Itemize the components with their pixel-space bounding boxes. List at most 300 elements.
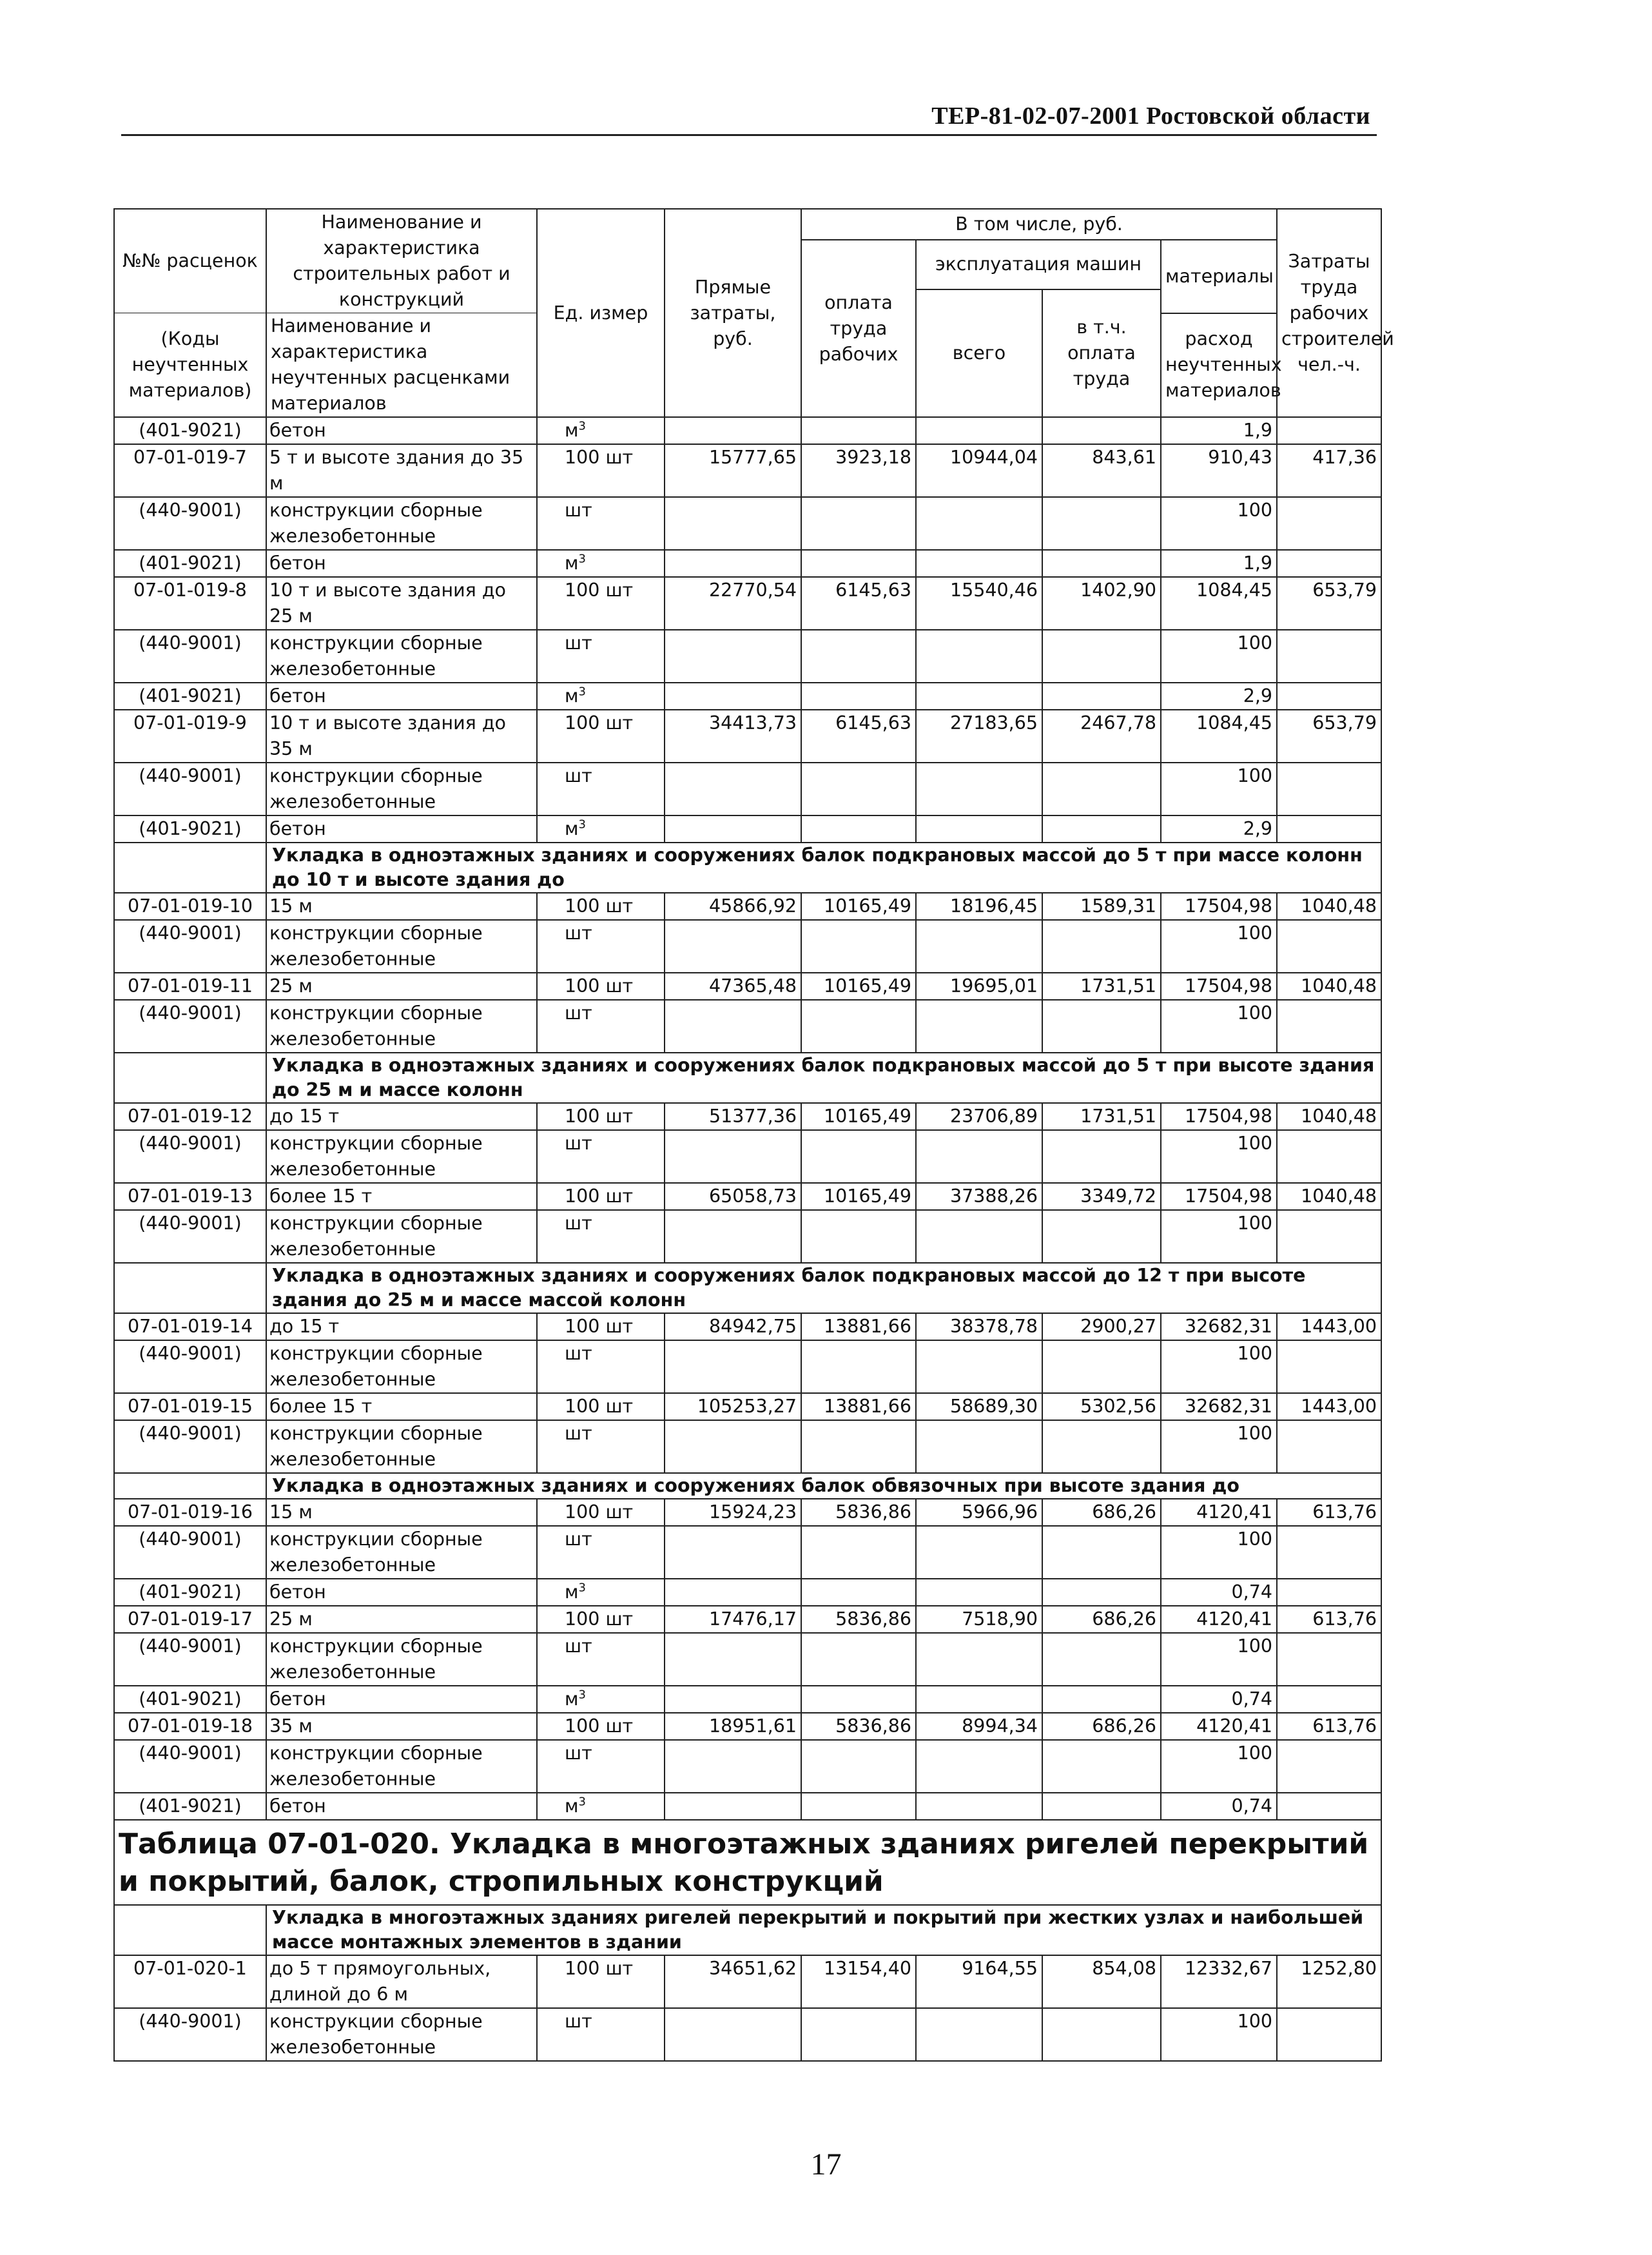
cell-materials: 1084,45 xyxy=(1161,710,1277,763)
cell-machine-cost xyxy=(916,1740,1042,1793)
cell-labor-pay xyxy=(801,763,916,815)
cell-unit xyxy=(537,2008,665,2061)
cell-rate-code: 07-01-019-18 xyxy=(114,1713,266,1740)
cell-labor-pay xyxy=(801,1633,916,1686)
cell-unit xyxy=(537,1000,665,1053)
cell-machine-cost: 18196,45 xyxy=(916,893,1042,920)
cell-direct-cost: 34651,62 xyxy=(665,1955,801,2008)
cell-work-name: 15 м xyxy=(266,1499,537,1526)
cell-rate-code: (440-9001) xyxy=(114,920,266,973)
cell-work-name: 25 м xyxy=(266,1606,537,1633)
cell-direct-cost xyxy=(665,763,801,815)
cell-work-name: до 5 т прямоугольных, длиной до 6 м xyxy=(266,1955,537,2008)
cell-machine-labor-pay xyxy=(1042,815,1161,843)
cell-direct-cost xyxy=(665,1740,801,1793)
cell-rate-code: (440-9001) xyxy=(114,630,266,683)
cell-materials: 17504,98 xyxy=(1161,1183,1277,1210)
cell-labor-hours xyxy=(1277,1740,1381,1793)
cell-rate-code: 07-01-019-14 xyxy=(114,1313,266,1340)
cell-labor-pay: 13881,66 xyxy=(801,1393,916,1420)
cell-direct-cost: 18951,61 xyxy=(665,1713,801,1740)
unit-label: 100 шт xyxy=(565,1186,634,1207)
cell-direct-cost: 45866,92 xyxy=(665,893,801,920)
cell-machine-cost: 27183,65 xyxy=(916,710,1042,763)
cell-machine-cost xyxy=(916,497,1042,550)
table-row xyxy=(114,1793,1381,1820)
cell-labor-pay: 6145,63 xyxy=(801,710,916,763)
table-row xyxy=(114,1340,1381,1393)
cell-rate-code: (440-9001) xyxy=(114,1633,266,1686)
table-row xyxy=(114,444,1381,497)
cell-direct-cost: 51377,36 xyxy=(665,1103,801,1130)
running-header xyxy=(121,102,1377,136)
cell-direct-cost: 105253,27 xyxy=(665,1393,801,1420)
cell-work-name: бетон xyxy=(266,550,537,577)
cell-materials: 4120,41 xyxy=(1161,1606,1277,1633)
cell-labor-hours xyxy=(1277,763,1381,815)
cell-direct-cost: 65058,73 xyxy=(665,1183,801,1210)
cell-labor-hours xyxy=(1277,630,1381,683)
cell-machine-cost: 8994,34 xyxy=(916,1713,1042,1740)
cell-labor-pay: 13881,66 xyxy=(801,1313,916,1340)
table-row xyxy=(114,763,1381,815)
cell-work-name: конструкции сборные железобетонные xyxy=(266,1526,537,1579)
cell-labor-hours: 1040,48 xyxy=(1277,893,1381,920)
cell-machine-labor-pay xyxy=(1042,1000,1161,1053)
cell-rate-code: 07-01-019-13 xyxy=(114,1183,266,1210)
cell-rate-code: 07-01-019-15 xyxy=(114,1393,266,1420)
cell-machine-labor-pay xyxy=(1042,417,1161,444)
cell-rate-code: (401-9021) xyxy=(114,417,266,444)
cell-work-name: конструкции сборные железобетонные xyxy=(266,2008,537,2061)
section-heading-row xyxy=(114,1053,1381,1103)
cell-unit xyxy=(537,763,665,815)
cell-labor-hours: 1040,48 xyxy=(1277,1183,1381,1210)
unit-label: м xyxy=(565,420,579,441)
cell-labor-pay xyxy=(801,1526,916,1579)
cell-direct-cost xyxy=(665,630,801,683)
cell-direct-cost xyxy=(665,1579,801,1606)
cell-work-name: конструкции сборные железобетонные xyxy=(266,1420,537,1473)
unit-label: м xyxy=(565,1795,579,1817)
cell-labor-pay: 5836,86 xyxy=(801,1713,916,1740)
cell-machine-cost xyxy=(916,1130,1042,1183)
table-row xyxy=(114,1000,1381,1053)
cell-work-name: 15 м xyxy=(266,893,537,920)
cell-materials: 100 xyxy=(1161,1526,1277,1579)
section-heading-row xyxy=(114,843,1381,893)
unit-label: шт xyxy=(565,500,592,521)
section-heading: Укладка в одноэтажных зданиях и сооружениях балок подкрановых массой до 5 т при высоте здания до 25 м и массе колонн xyxy=(266,1053,1381,1103)
table-row xyxy=(114,815,1381,843)
cell-unit xyxy=(537,1579,665,1606)
unit-label: шт xyxy=(565,1343,592,1364)
cell-direct-cost xyxy=(665,1526,801,1579)
cell-labor-pay xyxy=(801,2008,916,2061)
unit-label: 100 шт xyxy=(565,1958,634,1979)
cell-labor-hours xyxy=(1277,1340,1381,1393)
cell-labor-hours xyxy=(1277,1686,1381,1713)
cell-unit xyxy=(537,1793,665,1820)
section-heading: Укладка в одноэтажных зданиях и сооружениях балок подкрановых массой до 12 т при высоте здания до 25 м и массе массой колонн xyxy=(266,1263,1381,1313)
unit-label: шт xyxy=(565,1528,592,1550)
cell-direct-cost xyxy=(665,497,801,550)
cell-labor-hours xyxy=(1277,1210,1381,1263)
cell-unit xyxy=(537,920,665,973)
table-row xyxy=(114,893,1381,920)
cell-labor-pay xyxy=(801,630,916,683)
unit-label: шт xyxy=(565,1635,592,1657)
table-row xyxy=(114,1606,1381,1633)
section-spacer xyxy=(114,1053,266,1103)
document-code: ТЕР-81-02-07-2001 Ростовской области xyxy=(931,102,1370,130)
cell-direct-cost xyxy=(665,1633,801,1686)
cell-unit xyxy=(537,893,665,920)
cell-direct-cost xyxy=(665,2008,801,2061)
table-row xyxy=(114,1393,1381,1420)
table-row xyxy=(114,2008,1381,2061)
cell-direct-cost: 84942,75 xyxy=(665,1313,801,1340)
section-spacer xyxy=(114,1473,266,1499)
cell-machine-cost: 7518,90 xyxy=(916,1606,1042,1633)
cell-materials: 100 xyxy=(1161,1340,1277,1393)
price-table xyxy=(113,208,1394,2062)
cell-materials: 100 xyxy=(1161,1633,1277,1686)
cell-work-name: до 15 т xyxy=(266,1103,537,1130)
cell-labor-pay: 5836,86 xyxy=(801,1499,916,1526)
unit-label: м xyxy=(565,1581,579,1603)
cell-rate-code: 07-01-020-1 xyxy=(114,1955,266,2008)
cell-rate-code: (440-9001) xyxy=(114,1420,266,1473)
cell-direct-cost: 47365,48 xyxy=(665,973,801,1000)
unit-label: 100 шт xyxy=(565,712,634,734)
head-name-bottom: Наименование и характеристика неучтенных расценками материалов xyxy=(266,313,537,418)
head-name-top: Наименование и характеристика строительных работ и конструкций xyxy=(266,209,537,313)
cell-rate-code: (440-9001) xyxy=(114,1130,266,1183)
cell-labor-hours: 1252,80 xyxy=(1277,1955,1381,2008)
cell-materials: 100 xyxy=(1161,763,1277,815)
cell-materials: 17504,98 xyxy=(1161,973,1277,1000)
cell-work-name: конструкции сборные железобетонные xyxy=(266,920,537,973)
cell-unit xyxy=(537,1713,665,1740)
unit-label: 100 шт xyxy=(565,1316,634,1337)
section-heading-row xyxy=(114,1905,1381,1955)
cell-machine-labor-pay xyxy=(1042,1686,1161,1713)
cell-labor-pay xyxy=(801,815,916,843)
cell-machine-labor-pay xyxy=(1042,763,1161,815)
cell-machine-cost: 37388,26 xyxy=(916,1183,1042,1210)
cell-labor-hours xyxy=(1277,1526,1381,1579)
cell-unit xyxy=(537,1313,665,1340)
cell-unit xyxy=(537,1130,665,1183)
unit-label: шт xyxy=(565,765,592,786)
cell-machine-labor-pay xyxy=(1042,497,1161,550)
cell-rate-code: 07-01-019-12 xyxy=(114,1103,266,1130)
cell-labor-pay xyxy=(801,1579,916,1606)
table-row xyxy=(114,1183,1381,1210)
cell-machine-cost xyxy=(916,1526,1042,1579)
cell-machine-cost xyxy=(916,630,1042,683)
cell-labor-pay: 13154,40 xyxy=(801,1955,916,2008)
cell-direct-cost: 15924,23 xyxy=(665,1499,801,1526)
cell-machine-cost xyxy=(916,1420,1042,1473)
cell-direct-cost xyxy=(665,1210,801,1263)
cell-machine-labor-pay xyxy=(1042,1526,1161,1579)
cell-direct-cost: 34413,73 xyxy=(665,710,801,763)
unit-exponent: 3 xyxy=(578,419,586,433)
cell-direct-cost xyxy=(665,1130,801,1183)
cell-materials: 100 xyxy=(1161,2008,1277,2061)
unit-label: 100 шт xyxy=(565,1396,634,1417)
cell-unit xyxy=(537,1740,665,1793)
table-row xyxy=(114,1499,1381,1526)
cell-machine-cost: 58689,30 xyxy=(916,1393,1042,1420)
table-row xyxy=(114,1526,1381,1579)
unit-label: шт xyxy=(565,1742,592,1764)
cell-machine-cost: 23706,89 xyxy=(916,1103,1042,1130)
cell-materials: 4120,41 xyxy=(1161,1713,1277,1740)
table-row xyxy=(114,577,1381,630)
unit-label: 100 шт xyxy=(565,580,634,601)
cell-machine-labor-pay xyxy=(1042,920,1161,973)
unit-label: шт xyxy=(565,1213,592,1234)
cell-labor-pay xyxy=(801,1420,916,1473)
cell-direct-cost xyxy=(665,683,801,710)
cell-rate-code: (440-9001) xyxy=(114,1210,266,1263)
cell-work-name: 35 м xyxy=(266,1713,537,1740)
cell-machine-labor-pay xyxy=(1042,1740,1161,1793)
cell-labor-hours: 613,76 xyxy=(1277,1713,1381,1740)
page-number: 17 xyxy=(810,2147,842,2182)
unit-label: шт xyxy=(565,1423,592,1444)
table-row xyxy=(114,497,1381,550)
section-heading: Укладка в многоэтажных зданиях ригелей перекрытий и покрытий при жестких узлах и наибольшей массе монтажных элементов в здании xyxy=(266,1905,1381,1955)
unit-label: м xyxy=(565,1688,579,1710)
cell-rate-code: (440-9001) xyxy=(114,1340,266,1393)
cell-labor-hours xyxy=(1277,1793,1381,1820)
table-row xyxy=(114,630,1381,683)
cell-work-name: бетон xyxy=(266,683,537,710)
cell-labor-pay: 6145,63 xyxy=(801,577,916,630)
cell-labor-hours: 1443,00 xyxy=(1277,1313,1381,1340)
cell-machine-labor-pay: 686,26 xyxy=(1042,1713,1161,1740)
cell-labor-hours: 417,36 xyxy=(1277,444,1381,497)
cell-machine-labor-pay xyxy=(1042,2008,1161,2061)
cell-materials: 100 xyxy=(1161,497,1277,550)
cell-rate-code: (401-9021) xyxy=(114,815,266,843)
cell-materials: 0,74 xyxy=(1161,1579,1277,1606)
table-row xyxy=(114,1633,1381,1686)
unit-label: м xyxy=(565,818,579,839)
cell-labor-hours xyxy=(1277,1420,1381,1473)
table-row xyxy=(114,1713,1381,1740)
cell-work-name: более 15 т xyxy=(266,1393,537,1420)
cell-materials: 32682,31 xyxy=(1161,1393,1277,1420)
unit-label: 100 шт xyxy=(565,1715,634,1737)
cell-labor-hours: 613,76 xyxy=(1277,1499,1381,1526)
cell-direct-cost xyxy=(665,815,801,843)
cell-direct-cost xyxy=(665,417,801,444)
cell-machine-cost xyxy=(916,1000,1042,1053)
cell-unit xyxy=(537,1340,665,1393)
unit-label: 100 шт xyxy=(565,1106,634,1127)
table-row xyxy=(114,1579,1381,1606)
cell-work-name: 25 м xyxy=(266,973,537,1000)
table-row xyxy=(114,550,1381,577)
cell-materials: 17504,98 xyxy=(1161,893,1277,920)
cell-materials: 1,9 xyxy=(1161,417,1277,444)
cell-labor-pay: 3923,18 xyxy=(801,444,916,497)
cell-labor-hours xyxy=(1277,497,1381,550)
cell-labor-pay: 10165,49 xyxy=(801,973,916,1000)
cell-machine-cost xyxy=(916,417,1042,444)
head-code-bottom: (Коды неучтенных материалов) xyxy=(114,313,266,418)
cell-machine-cost: 5966,96 xyxy=(916,1499,1042,1526)
cell-work-name: конструкции сборные железобетонные xyxy=(266,630,537,683)
table-row xyxy=(114,1686,1381,1713)
cell-labor-hours: 1040,48 xyxy=(1277,1103,1381,1130)
cell-labor-pay xyxy=(801,1740,916,1793)
cell-rate-code: 07-01-019-7 xyxy=(114,444,266,497)
cell-rate-code: (440-9001) xyxy=(114,763,266,815)
cell-machine-labor-pay xyxy=(1042,1579,1161,1606)
cell-materials: 17504,98 xyxy=(1161,1103,1277,1130)
cell-machine-labor-pay xyxy=(1042,1130,1161,1183)
section-heading-row xyxy=(114,1473,1381,1499)
cell-materials: 100 xyxy=(1161,630,1277,683)
table-row xyxy=(114,920,1381,973)
head-direct: Прямые затраты, руб. xyxy=(665,209,801,417)
unit-label: 100 шт xyxy=(565,975,634,997)
cell-labor-hours xyxy=(1277,417,1381,444)
cell-unit xyxy=(537,1686,665,1713)
cell-rate-code: (401-9021) xyxy=(114,683,266,710)
cell-rate-code: (401-9021) xyxy=(114,550,266,577)
unit-label: шт xyxy=(565,2011,592,2032)
cell-work-name: конструкции сборные железобетонные xyxy=(266,1000,537,1053)
cell-labor-hours: 1443,00 xyxy=(1277,1393,1381,1420)
section-heading: Укладка в одноэтажных зданиях и сооружениях балок подкрановых массой до 5 т при массе колонн до 10 т и высоте здания до xyxy=(266,843,1381,893)
cell-machine-cost: 38378,78 xyxy=(916,1313,1042,1340)
cell-labor-hours xyxy=(1277,2008,1381,2061)
cell-rate-code: 07-01-019-8 xyxy=(114,577,266,630)
cell-work-name: 5 т и высоте здания до 35 м xyxy=(266,444,537,497)
cell-work-name: бетон xyxy=(266,1793,537,1820)
cell-labor-hours xyxy=(1277,1633,1381,1686)
cell-labor-pay xyxy=(801,497,916,550)
section-spacer xyxy=(114,1263,266,1313)
cell-unit xyxy=(537,630,665,683)
head-code-top: №№ расценок xyxy=(114,209,266,313)
section-heading: Укладка в одноэтажных зданиях и сооружениях балок обвязочных при высоте здания до xyxy=(266,1473,1381,1499)
unit-label: шт xyxy=(565,632,592,654)
cell-labor-pay xyxy=(801,1793,916,1820)
cell-rate-code: (401-9021) xyxy=(114,1579,266,1606)
table-row xyxy=(114,1103,1381,1130)
head-labor-pay: оплата труда рабочих xyxy=(801,240,916,417)
cell-machine-cost xyxy=(916,1686,1042,1713)
cell-machine-cost xyxy=(916,920,1042,973)
cell-rate-code: 07-01-019-17 xyxy=(114,1606,266,1633)
cell-labor-hours: 653,79 xyxy=(1277,710,1381,763)
cell-unit xyxy=(537,1499,665,1526)
cell-rate-code: 07-01-019-10 xyxy=(114,893,266,920)
cell-machine-labor-pay: 5302,56 xyxy=(1042,1393,1161,1420)
cell-labor-pay xyxy=(801,550,916,577)
table-title-row xyxy=(114,1820,1381,1905)
head-machines: эксплуатация машин xyxy=(916,240,1161,289)
cell-labor-hours xyxy=(1277,550,1381,577)
cell-work-name: бетон xyxy=(266,1686,537,1713)
cell-machine-cost xyxy=(916,1793,1042,1820)
cell-materials: 4120,41 xyxy=(1161,1499,1277,1526)
cell-machine-cost xyxy=(916,1633,1042,1686)
cell-rate-code: (440-9001) xyxy=(114,1000,266,1053)
table-row xyxy=(114,417,1381,444)
cell-machine-cost xyxy=(916,763,1042,815)
cell-work-name: бетон xyxy=(266,815,537,843)
cell-labor-pay xyxy=(801,1210,916,1263)
cell-machine-labor-pay: 686,26 xyxy=(1042,1499,1161,1526)
cell-labor-hours xyxy=(1277,815,1381,843)
table-row xyxy=(114,1130,1381,1183)
cell-machine-labor-pay: 3349,72 xyxy=(1042,1183,1161,1210)
cell-materials: 100 xyxy=(1161,1740,1277,1793)
cell-work-name: конструкции сборные железобетонные xyxy=(266,1740,537,1793)
unit-label: шт xyxy=(565,1002,592,1024)
unit-label: м xyxy=(565,552,579,574)
table-body xyxy=(114,417,1381,2061)
unit-exponent: 3 xyxy=(578,552,586,566)
unit-exponent: 3 xyxy=(578,1688,586,1702)
cell-machine-cost: 19695,01 xyxy=(916,973,1042,1000)
head-machines-all: всего xyxy=(916,289,1042,417)
cell-machine-cost xyxy=(916,1340,1042,1393)
table-row xyxy=(114,1313,1381,1340)
unit-label: 100 шт xyxy=(565,895,634,917)
cell-rate-code: (401-9021) xyxy=(114,1793,266,1820)
cell-labor-hours xyxy=(1277,1000,1381,1053)
cell-labor-pay xyxy=(801,920,916,973)
cell-labor-hours xyxy=(1277,1579,1381,1606)
cell-machine-cost xyxy=(916,550,1042,577)
cell-work-name: конструкции сборные железобетонные xyxy=(266,497,537,550)
cell-machine-labor-pay xyxy=(1042,1340,1161,1393)
table-row xyxy=(114,1210,1381,1263)
cell-materials: 100 xyxy=(1161,1000,1277,1053)
cell-machine-labor-pay: 2467,78 xyxy=(1042,710,1161,763)
cell-unit xyxy=(537,973,665,1000)
cell-materials: 1,9 xyxy=(1161,550,1277,577)
table-row xyxy=(114,1420,1381,1473)
cell-machine-labor-pay xyxy=(1042,630,1161,683)
cell-machine-labor-pay xyxy=(1042,550,1161,577)
cell-labor-hours: 613,76 xyxy=(1277,1606,1381,1633)
cell-machine-cost xyxy=(916,683,1042,710)
cell-labor-pay xyxy=(801,1686,916,1713)
cell-labor-pay xyxy=(801,1000,916,1053)
cell-materials: 0,74 xyxy=(1161,1686,1277,1713)
cell-machine-cost xyxy=(916,815,1042,843)
cell-unit xyxy=(537,1103,665,1130)
cell-labor-pay: 10165,49 xyxy=(801,1183,916,1210)
cell-labor-hours: 653,79 xyxy=(1277,577,1381,630)
cell-unit xyxy=(537,1633,665,1686)
cell-labor-pay: 10165,49 xyxy=(801,893,916,920)
cell-rate-code: (440-9001) xyxy=(114,497,266,550)
cell-labor-pay: 10165,49 xyxy=(801,1103,916,1130)
cell-work-name: бетон xyxy=(266,417,537,444)
